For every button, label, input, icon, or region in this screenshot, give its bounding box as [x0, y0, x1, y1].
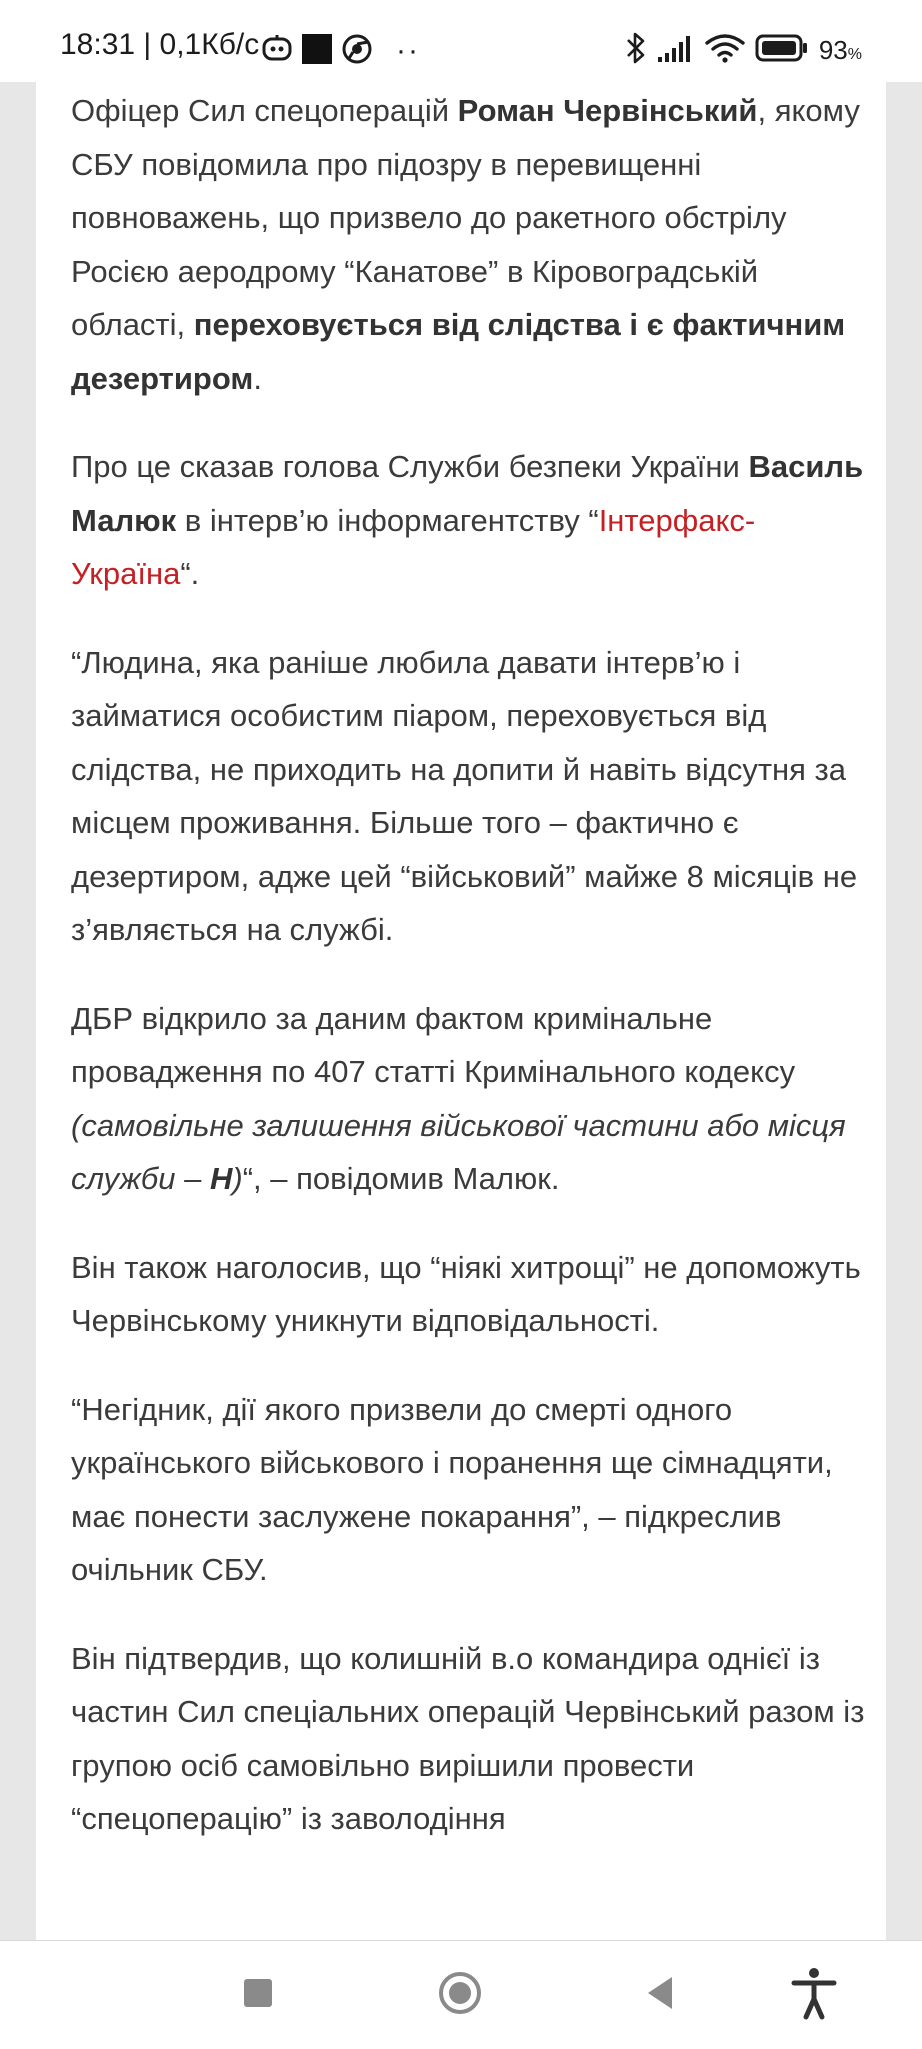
square-icon	[226, 1961, 290, 2025]
paragraph-4	[71, 992, 871, 1206]
p1-bold-claim: переховується від слідства і є фактичним дезертиром	[71, 307, 846, 396]
p4-text-1: ДБР відкрило за даним фактом кримінальне провадження по 407 статті Кримінального кодексу	[71, 1000, 796, 1089]
chrome-icon	[342, 34, 372, 69]
accessibility-button[interactable]	[782, 1961, 846, 2025]
battery-percent-value: 93	[818, 35, 848, 65]
paragraph-7	[71, 1632, 871, 1846]
signal-icon	[657, 33, 695, 68]
paragraph-3	[71, 636, 871, 957]
wifi-icon	[705, 33, 745, 68]
p4-text-2: “, – повідомив Малюк.	[242, 1161, 560, 1196]
article-body	[71, 84, 871, 1881]
status-right-icons	[625, 32, 862, 68]
paragraph-5	[71, 1241, 871, 1348]
recent-apps-button[interactable]	[226, 1961, 290, 2025]
status-dots: ··	[396, 34, 420, 67]
status-left-icons	[262, 34, 420, 68]
p3-text: “Людина, яка раніше любила давати інтерв’ю і займатися особистим піаром, переховується від слідства, не приходить на допити й навіть відсутня за місцем проживання. Більше того – фактично є дезертиром, адже цей “військовий” майже 8 місяців не з’являється на службі.	[71, 644, 858, 947]
status-time-speed: 18:31 | 0,1Кб/с	[60, 28, 260, 61]
p1-text-1: Офіцер Сил спецоперацій	[71, 93, 458, 128]
paragraph-2	[71, 440, 871, 601]
p2-text-3: “.	[180, 556, 200, 591]
paragraph-6	[71, 1383, 871, 1597]
triangle-back-icon	[630, 1961, 694, 2025]
p6-text: “Негідник, дії якого призвели до смерті одного українського військового і поранення ще сімнадцяти, має понести заслужене покарання”, – підкреслив очільник СБУ.	[71, 1391, 833, 1587]
p4-italic-2: )	[232, 1161, 243, 1196]
p1-text-2: , якому СБУ повідомила про підозру в перевищенні повноважень, що призвело до ракетного обстрілу Росією аеродрому “Канатове” в Кіровоградській області,	[71, 93, 860, 342]
p2-text-1: Про це сказав голова Служби безпеки України	[71, 449, 749, 484]
article-card	[36, 78, 886, 1940]
p1-bold-name: Роман Червінський	[457, 93, 758, 128]
p2-text-2: в інтерв’ю інформагентству “	[176, 502, 599, 538]
navigation-bar	[0, 1940, 922, 2049]
back-button[interactable]	[630, 1961, 694, 2025]
status-bar	[0, 0, 922, 82]
circle-icon	[428, 1961, 492, 2025]
p7-text: Він підтвердив, що колишній в.о командира однієї із частин Сил спеціальних операцій Червінський разом із групою осіб самовільно вирішили провести “спецоперацію” із заволодіння	[71, 1640, 865, 1836]
paragraph-1	[71, 84, 871, 405]
p2-bold-name: Василь Малюк	[71, 449, 864, 538]
p4-italic-1: (самовільне залишення військової частини або місця служби –	[71, 1107, 846, 1196]
bluetooth-icon	[625, 31, 647, 70]
accessibility-icon	[782, 1961, 846, 2025]
battery-percent-unit: %	[847, 46, 862, 63]
interfax-link[interactable]: Інтерфакс-Україна	[71, 502, 756, 591]
p5-text: Він також наголосив, що “ніякі хитрощі” не допоможуть Червінському уникнути відповідальності.	[71, 1249, 861, 1338]
p4-italic-bold: Н	[209, 1161, 233, 1196]
p1-text-3: .	[253, 360, 262, 396]
battery-percent	[819, 37, 862, 63]
face-icon	[262, 34, 292, 69]
home-button[interactable]	[428, 1961, 492, 2025]
app-icon	[302, 34, 332, 69]
battery-icon	[755, 34, 809, 67]
